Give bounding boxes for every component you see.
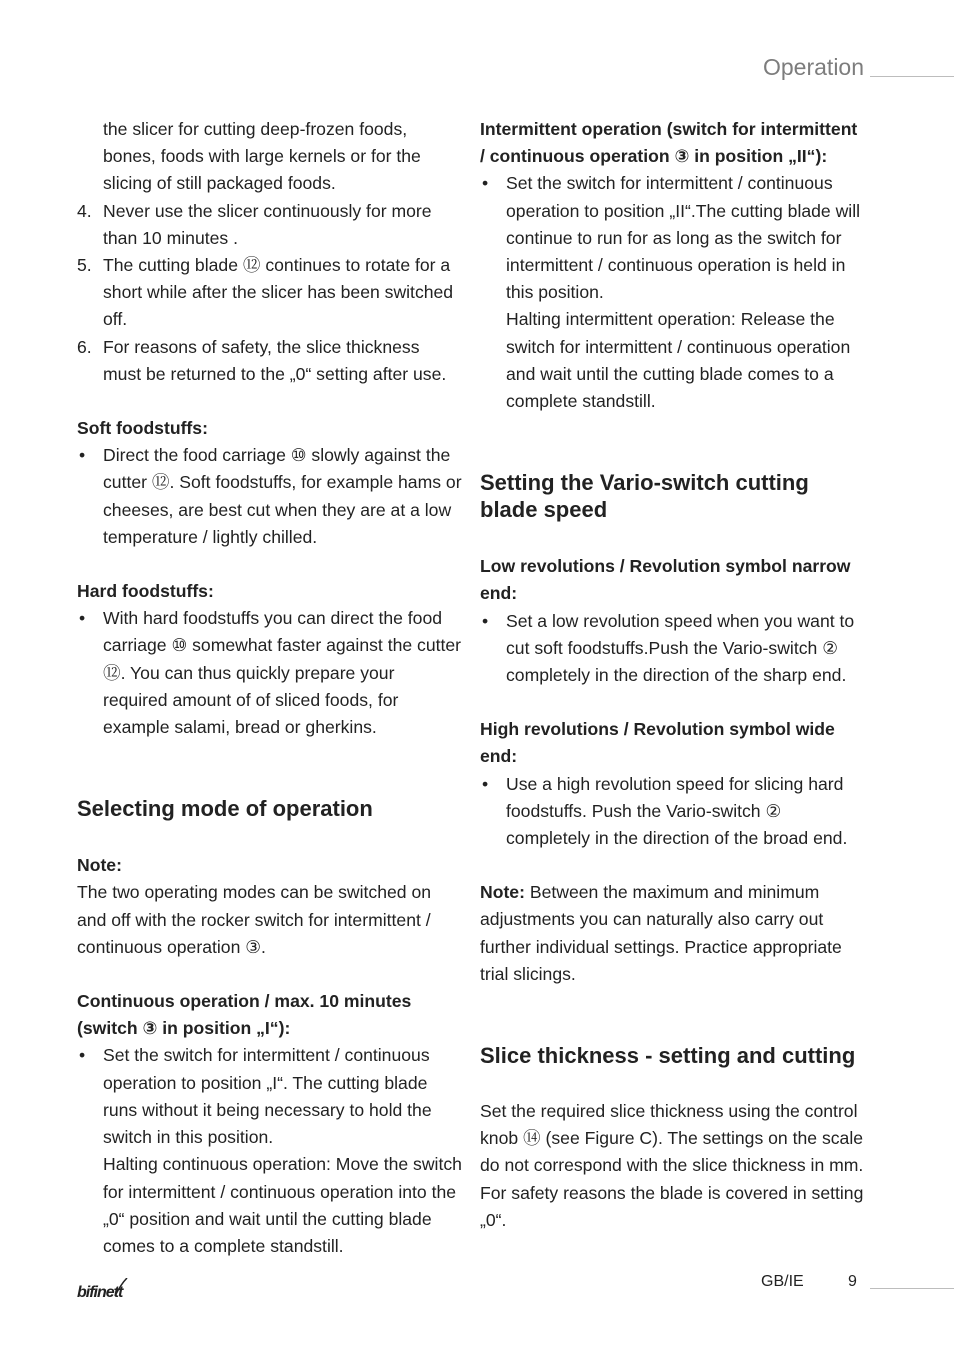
bullet-item: [77, 605, 462, 741]
soft-foodstuffs-title: Soft foodstuffs:: [77, 418, 208, 439]
intro-continuation: [77, 116, 462, 198]
list-number: 4.: [77, 200, 92, 221]
bullet-icon: •: [79, 445, 86, 466]
halting-continuous-text: [77, 1151, 462, 1260]
footer-language: GB/IE: [761, 1273, 804, 1290]
continuous-operation-text: Set the switch for intermittent / continuous operation to position „I“. The cutting blade runs without it being necessary to hold the switch in this position.: [103, 1045, 432, 1148]
header-rule: [870, 76, 954, 77]
list-item-text: The cutting blade ⑫ continues to rotate for a short while after the slicer has been switched off.: [103, 255, 454, 330]
note-label: Note:: [480, 882, 525, 903]
continuous-operation-title: Continuous operation / max. 10 minutes (switch ③ in position „I“):: [77, 991, 412, 1039]
section-heading-vario: Setting the Vario-switch cutting blade speed: [480, 470, 809, 523]
bullet-item: [77, 1042, 462, 1151]
section-heading-slice: Slice thickness - setting and cutting: [480, 1043, 856, 1069]
bullet-icon: •: [482, 173, 489, 194]
bullet-item: [480, 608, 865, 690]
brand-logo-text: bifinett: [77, 1284, 123, 1301]
bullet-icon: •: [482, 610, 489, 631]
intro-text: the slicer for cutting deep-frozen foods, bones, foods with large kernels or for the slicing of still packaged foods.: [103, 119, 421, 194]
list-item-text: For reasons of safety, the slice thickness must be returned to the „0“ setting after use.: [103, 336, 447, 384]
hard-foodstuffs-title: Hard foodstuffs:: [77, 581, 214, 602]
page-number: 9: [848, 1273, 857, 1290]
section-heading-mode: Selecting mode of operation: [77, 796, 373, 822]
halting-intermittent-body: Halting intermittent operation: Release the switch for intermittent / continuous operation and wait until the cutting blade comes to a complete standstill.: [506, 309, 851, 412]
high-revolutions-title: High revolutions / Revolution symbol wide end:: [480, 719, 835, 767]
note-text: The two operating modes can be switched on and off with the rocker switch for intermittent / continuous operation ③.: [77, 882, 432, 957]
low-revolutions-text: Set a low revolution speed when you want to cut soft foodstuffs.Push the Vario-switch ② completely in the direction of the sharp end.: [506, 610, 855, 686]
note-title: Note:: [77, 855, 122, 876]
bullet-item: [77, 442, 462, 551]
halting-intermittent-text: [480, 306, 865, 415]
hard-foodstuffs-text: With hard foodstuffs you can direct the food carriage ⑩ somewhat faster against the cutter ⑫. You can thus quickly prepare your required amount of of sliced foods, for example salami, bread or gherkins.: [103, 608, 462, 738]
note-paragraph: [480, 879, 865, 988]
halting-continuous-body: Halting continuous operation: Move the switch for intermittent / continuous operation into the „0“ position and wait until the cutting blade comes to a complete standstill.: [103, 1154, 462, 1256]
bullet-icon: •: [79, 608, 86, 629]
list-item: [77, 252, 462, 334]
list-number: 5.: [77, 255, 92, 276]
brand-logo: [77, 1278, 133, 1306]
soft-foodstuffs-text: Direct the food carriage ⑩ slowly against the cutter ⑫. Soft foodstuffs, for example hams or cheeses, are best cut when they are at a low temperature / lightly chilled.: [103, 445, 462, 547]
bullet-icon: •: [79, 1045, 86, 1066]
bullet-item: [480, 170, 865, 306]
bullet-item: [480, 771, 865, 853]
list-item: [77, 198, 462, 252]
low-revolutions-title: Low revolutions / Revolution symbol narrow end:: [480, 556, 851, 604]
footer-rule: [870, 1288, 954, 1289]
note-body: Between the maximum and minimum adjustments you can naturally also carry out further individual settings. Practice appropriate trial slicings.: [480, 882, 842, 984]
intermittent-operation-text: Set the switch for intermittent / continuous operation to position „II“.The cutting blade will continue to run for as long as the switch for intermittent / continuous operation is held in this position.: [506, 173, 861, 303]
left-column: [77, 116, 462, 1260]
intermittent-operation-title: Intermittent operation (switch for intermittent / continuous operation ③ in position „II“):: [480, 119, 858, 167]
list-number: 6.: [77, 336, 92, 357]
high-revolutions-text: Use a high revolution speed for slicing hard foodstuffs. Push the Vario-switch ② completely in the direction of the broad end.: [506, 773, 848, 849]
right-column: [480, 116, 865, 1234]
page-section-title: Operation: [763, 54, 865, 80]
bullet-icon: •: [482, 773, 489, 794]
list-item: [77, 334, 462, 388]
slice-thickness-text: Set the required slice thickness using the control knob ⑭ (see Figure C). The settings on the scale do not correspond with the slice thickness in mm. For safety reasons the blade is covered in setting „0“.: [480, 1101, 864, 1230]
list-item-text: Never use the slicer continuously for more than 10 minutes .: [103, 200, 432, 248]
